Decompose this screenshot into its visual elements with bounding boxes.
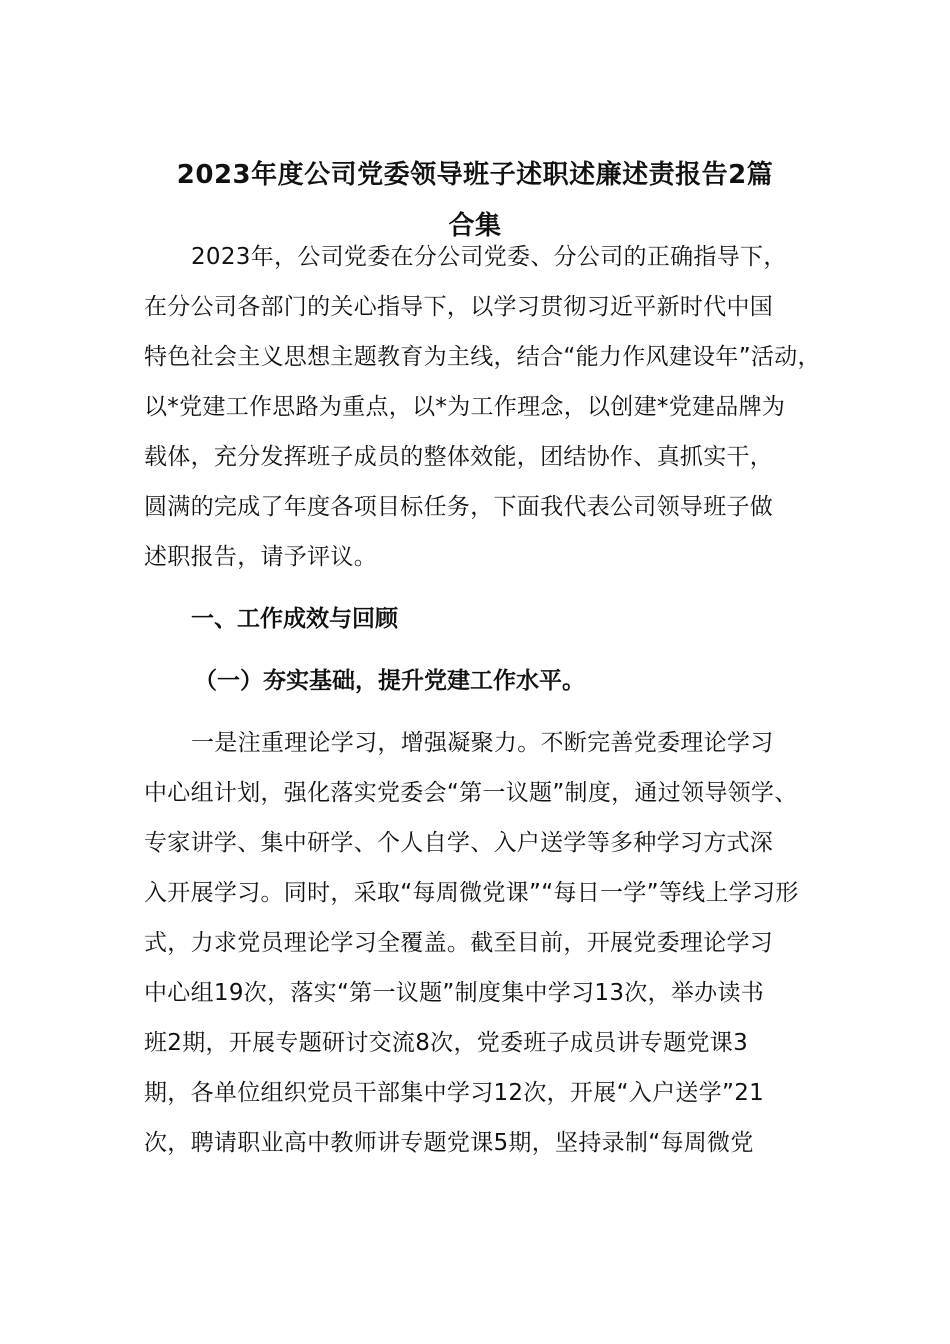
paragraph-line: 中心组19次，落实“第一议题”制度集中学习13次，举办读书 — [144, 980, 765, 1006]
paragraph-line: 2023年，公司党委在分公司党委、分公司的正确指导下， — [191, 244, 787, 270]
paragraph-line: 次，聘请职业高中教师讲专题党课5期，坚持录制“每周微党 — [144, 1130, 754, 1156]
paragraph-line: 一是注重理论学习，增强凝聚力。不断完善党委理论学习 — [191, 730, 774, 756]
paragraph-line: 式，力求党员理论学习全覆盖。截至目前，开展党委理论学习 — [144, 930, 774, 956]
paragraph-line: 期，各单位组织党员干部集中学习12次，开展“入户送学”21 — [144, 1080, 765, 1106]
paragraph-line: 述职报告，请予评议。 — [144, 544, 377, 570]
paragraph-line: 特色社会主义思想主题教育为主线，结合“能力作风建设年”活动， — [144, 344, 821, 370]
paragraph-line: 以*党建工作思路为重点，以*为工作理念，以创建*党建品牌为 — [144, 394, 786, 420]
document-title-line-1: 2023年度公司党委领导班子述职述廉述责报告2篇 — [176, 160, 774, 190]
paragraph-line: 圆满的完成了年度各项目标任务，下面我代表公司领导班子做 — [144, 494, 774, 520]
paragraph-line: 专家讲学、集中研学、个人自学、入户送学等多种学习方式深 — [144, 830, 774, 856]
subsection-heading: （一）夯实基础，提升党建工作水平。 — [194, 668, 585, 694]
paragraph-line: 入开展学习。同时，采取“每周微党课”“每日一学”等线上学习形 — [144, 880, 799, 906]
paragraph-line: 中心组计划，强化落实党委会“第一议题”制度，通过领导领学、 — [144, 780, 798, 806]
section-heading: 一、工作成效与回顾 — [191, 606, 398, 632]
document-title-line-2: 合集 — [448, 211, 502, 241]
paragraph-line: 在分公司各部门的关心指导下，以学习贯彻习近平新时代中国 — [144, 294, 774, 320]
paragraph-line: 载体，充分发挥班子成员的整体效能，团结协作、真抓实干， — [144, 444, 774, 470]
paragraph-line: 班2期，开展专题研讨交流8次，党委班子成员讲专题党课3 — [144, 1030, 748, 1056]
